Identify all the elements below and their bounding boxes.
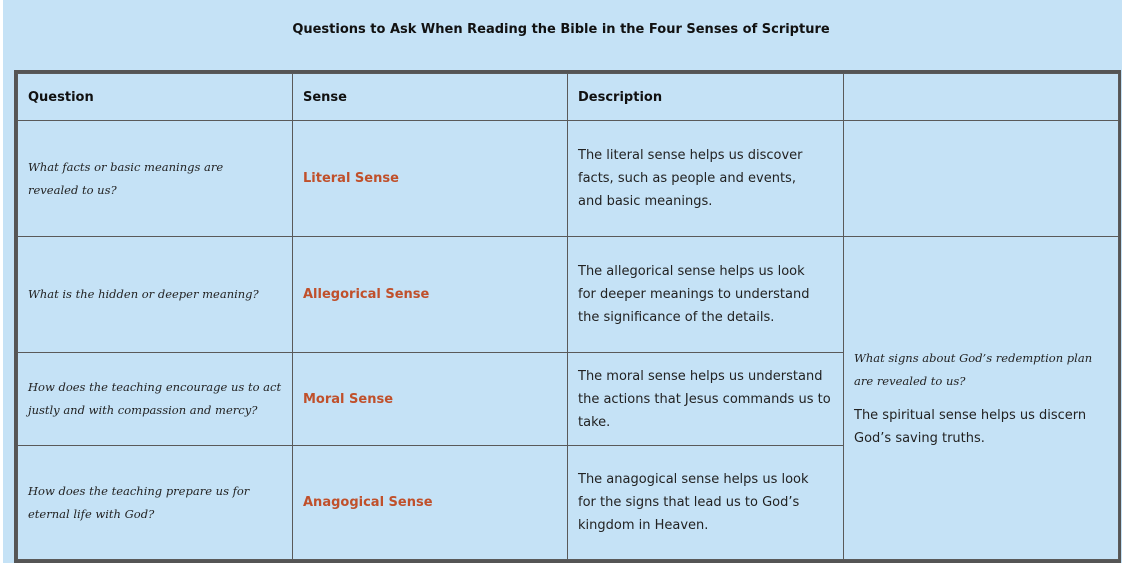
senses-table-frame [14, 70, 1121, 563]
header-description: Description [568, 74, 844, 121]
header-sense: Sense [293, 74, 568, 121]
question-cell: What is the hidden or deeper meaning? [18, 237, 293, 353]
spiritual-description: The spiritual sense helps us discern God’s saving truths. [854, 407, 1087, 446]
description-cell: The moral sense helps us understand the actions that Jesus commands us to take. [568, 353, 844, 446]
spiritual-sense-cell [844, 237, 1119, 560]
description-cell: The allegorical sense helps us look for deeper meanings to understand the significance of the details. [568, 237, 844, 353]
question-cell: How does the teaching prepare us for eternal life with God? [18, 446, 293, 560]
sense-cell: Moral Sense [293, 353, 568, 446]
sense-cell: Anagogical Sense [293, 446, 568, 560]
table-row [18, 237, 1119, 353]
table-header-row [18, 74, 1119, 121]
page-title: Questions to Ask When Reading the Bible in the Four Senses of Scripture [292, 22, 830, 37]
question-cell: What facts or basic meanings are revealed to us? [18, 121, 293, 237]
question-cell: How does the teaching encourage us to act justly and with compassion and mercy? [18, 353, 293, 446]
description-cell: The anagogical sense helps us look for the signs that lead us to God’s kingdom in Heaven. [568, 446, 844, 560]
sense-cell: Literal Sense [293, 121, 568, 237]
empty-cell [844, 121, 1119, 237]
sense-cell: Allegorical Sense [293, 237, 568, 353]
senses-table [17, 73, 1119, 560]
table-row [18, 121, 1119, 237]
description-cell: The literal sense helps us discover facts, such as people and events, and basic meanings. [568, 121, 844, 237]
header-question: Question [18, 74, 293, 121]
header-empty [844, 74, 1119, 121]
spiritual-question: What signs about God’s redemption plan are revealed to us? [854, 350, 1093, 388]
